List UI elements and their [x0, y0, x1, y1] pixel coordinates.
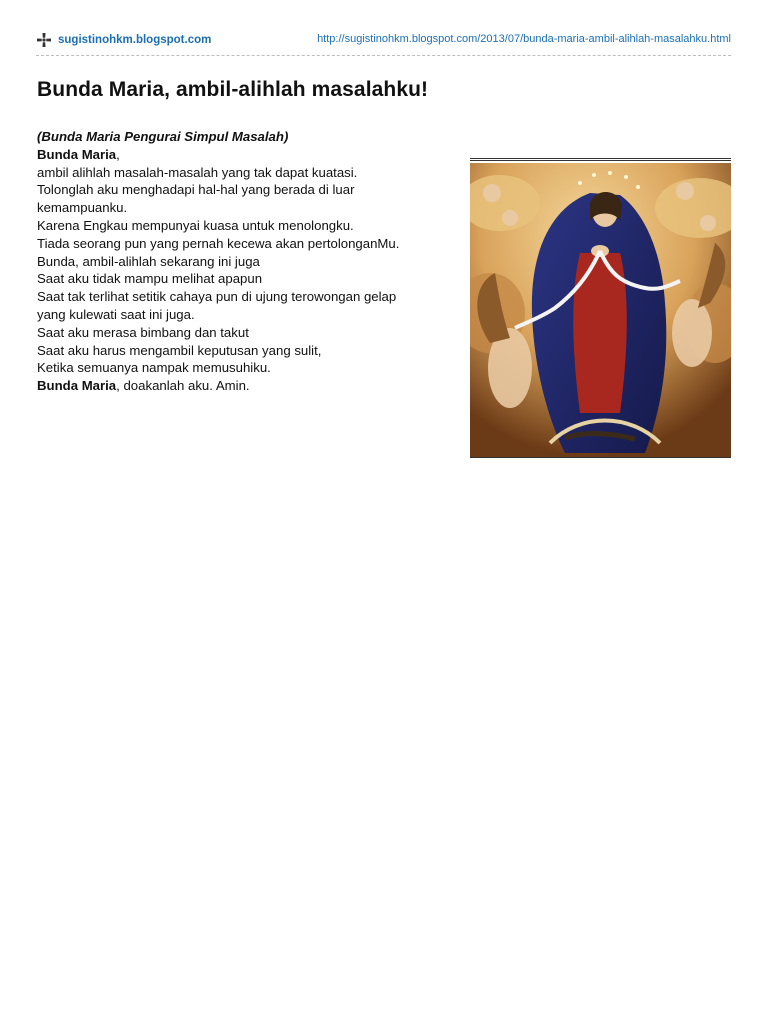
prayer-line: Saat aku harus mengambil keputusan yang sulit,: [37, 342, 322, 358]
prayer-line: Tolonglah aku menghadapi hal-hal yang berada di luar: [37, 182, 355, 198]
blogger-cross-icon: [36, 32, 52, 48]
closing-rest: , doakanlah aku. Amin.: [116, 378, 250, 394]
closing-bold: Bunda Maria: [37, 378, 117, 394]
greeting-line: [37, 146, 457, 164]
site-link[interactable]: [36, 32, 211, 48]
closing-line: [37, 377, 457, 395]
prayer-line: Saat aku merasa bimbang dan takut: [37, 324, 249, 340]
prayer-line: Saat aku tidak mampu melihat apapun: [37, 271, 263, 287]
prayer-line: Ketika semuanya nampak memusuhiku.: [37, 360, 271, 376]
header-divider: [36, 55, 731, 56]
prayer-line: Bunda, ambil-alihlah sekarang ini juga: [37, 253, 260, 269]
post-url-link[interactable]: http://sugistinohkm.blogspot.com/2013/07/bunda-maria-ambil-alihlah-masalahku.html: [317, 33, 731, 45]
prayer-line: Saat tak terlihat setitik cahaya pun di ujung terowongan gelap: [37, 289, 397, 305]
greeting-rest: ,: [116, 146, 120, 162]
prayer-line: Tiada seorang pun yang pernah kecewa akan pertolonganMu.: [37, 235, 400, 251]
page-title: Bunda Maria, ambil-alihlah masalahku!: [37, 78, 429, 101]
post-subtitle: (Bunda Maria Pengurai Simpul Masalah): [37, 129, 289, 144]
site-name: sugistinohkm.blogspot.com: [58, 34, 212, 46]
prayer-line: ambil alihlah masalah-masalah yang tak dapat kuatasi.: [37, 164, 358, 180]
post-body: [37, 128, 457, 395]
mary-untier-of-knots-painting: [470, 163, 731, 457]
prayer-line: Karena Engkau mempunyai kuasa untuk menolongku.: [37, 217, 354, 233]
prayer-line: kemampuanku.: [37, 200, 128, 216]
page-header: [36, 32, 731, 56]
prayer-line: yang kulewati saat ini juga.: [37, 306, 195, 322]
post-image-frame: [470, 158, 731, 458]
greeting-bold: Bunda Maria: [37, 146, 117, 162]
